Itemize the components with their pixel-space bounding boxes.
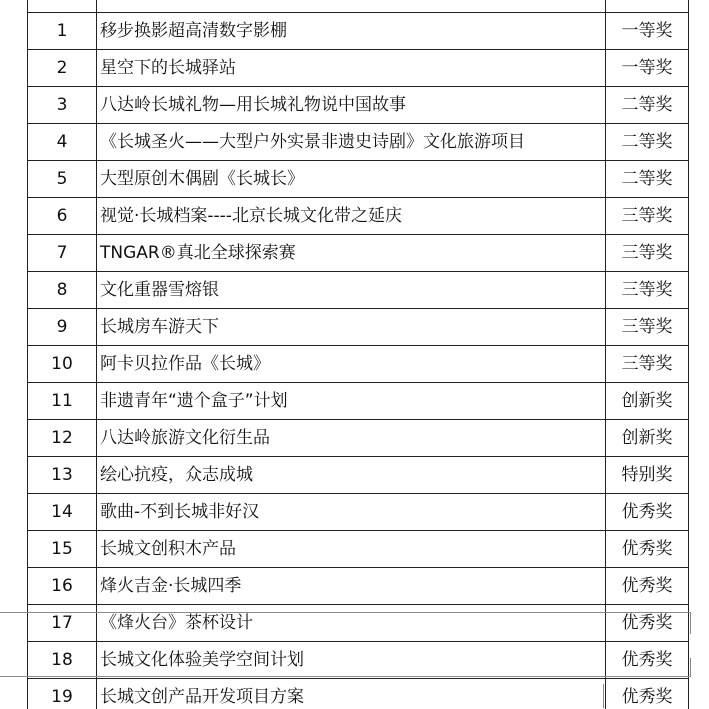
project-name-cell: 烽火吉金·长城四季 (97, 568, 606, 605)
table-row (28, 679, 689, 709)
award-level-cell: 二等奖 (606, 87, 689, 124)
award-level-cell: 优秀奖 (606, 642, 689, 679)
award-level-cell: 优秀奖 (606, 679, 689, 709)
table-row (28, 235, 689, 272)
project-name-cell: 视觉·长城档案----北京长城文化带之延庆 (97, 198, 606, 235)
table-row (28, 124, 689, 161)
row-number-cell: 3 (28, 87, 97, 124)
row-number-cell: 11 (28, 383, 97, 420)
table-row (28, 642, 689, 679)
project-name-cell: 非遗青年“遗个盒子”计划 (97, 383, 606, 420)
project-name-cell: 长城文创积木产品 (97, 531, 606, 568)
row-number-cell: 18 (28, 642, 97, 679)
project-name-cell: 八达岭长城礼物—用长城礼物说中国故事 (97, 87, 606, 124)
award-level-cell: 优秀奖 (606, 568, 689, 605)
table-row (28, 309, 689, 346)
row-number-cell: 17 (28, 605, 97, 642)
row-number-cell: 16 (28, 568, 97, 605)
table-row (28, 568, 689, 605)
page-break-line (0, 676, 691, 677)
award-level-cell: 创新奖 (606, 383, 689, 420)
award-level-cell: 三等奖 (606, 235, 689, 272)
award-level-cell: 三等奖 (606, 272, 689, 309)
table-row (28, 198, 689, 235)
project-name-cell: 长城文创产品开发项目方案 (97, 679, 606, 709)
award-level-cell: 三等奖 (606, 346, 689, 383)
project-name-cell: 绘心抗疫，众志成城 (97, 457, 606, 494)
table-row (28, 420, 689, 457)
table-row (28, 605, 689, 642)
project-name-cell: 移步换影超高清数字影棚 (97, 13, 606, 50)
project-name-cell: 阿卡贝拉作品《长城》 (97, 346, 606, 383)
table-row (28, 272, 689, 309)
award-level-cell: 创新奖 (606, 420, 689, 457)
award-table-body (28, 0, 689, 709)
table-row (28, 0, 689, 13)
award-level-cell: 二等奖 (606, 161, 689, 198)
project-name-cell: 长城文化体验美学空间计划 (97, 642, 606, 679)
row-number-cell: 12 (28, 420, 97, 457)
project-name-cell: 文化重器雪熔银 (97, 272, 606, 309)
award-level-cell: 一等奖 (606, 13, 689, 50)
award-table (27, 0, 689, 709)
award-level-cell: 优秀奖 (606, 605, 689, 642)
row-number-cell: 5 (28, 161, 97, 198)
row-number-cell: 14 (28, 494, 97, 531)
project-name-cell: 《长城圣火——大型户外实景非遗史诗剧》文化旅游项目 (97, 124, 606, 161)
row-number-cell: 4 (28, 124, 97, 161)
page-break-line (0, 612, 690, 613)
table-row (28, 87, 689, 124)
project-name-cell: 大型原创木偶剧《长城长》 (97, 161, 606, 198)
table-row (28, 346, 689, 383)
table-row (28, 383, 689, 420)
row-number-cell: 2 (28, 50, 97, 87)
page-break-line (690, 612, 691, 634)
award-level-cell (606, 0, 689, 13)
row-number-cell: 19 (28, 679, 97, 709)
table-row (28, 13, 689, 50)
row-number-cell: 7 (28, 235, 97, 272)
award-level-cell: 优秀奖 (606, 494, 689, 531)
table-row (28, 494, 689, 531)
row-number-cell: 1 (28, 13, 97, 50)
project-name-cell: 《烽火台》茶杯设计 (97, 605, 606, 642)
project-name-cell: TNGAR®真北全球探索赛 (97, 235, 606, 272)
page-break-line (690, 658, 691, 676)
award-level-cell: 特别奖 (606, 457, 689, 494)
award-level-cell: 一等奖 (606, 50, 689, 87)
row-number-cell: 9 (28, 309, 97, 346)
row-number-cell: 13 (28, 457, 97, 494)
row-number-cell: 10 (28, 346, 97, 383)
table-row (28, 50, 689, 87)
award-level-cell: 二等奖 (606, 124, 689, 161)
award-level-cell: 优秀奖 (606, 531, 689, 568)
table-row (28, 531, 689, 568)
award-level-cell: 三等奖 (606, 198, 689, 235)
table-row (28, 161, 689, 198)
award-level-cell: 三等奖 (606, 309, 689, 346)
table-row (28, 457, 689, 494)
row-number-cell: 15 (28, 531, 97, 568)
row-number-cell (28, 0, 97, 13)
row-number-cell: 6 (28, 198, 97, 235)
project-name-cell: 八达岭旅游文化衍生品 (97, 420, 606, 457)
project-name-cell: 歌曲-不到长城非好汉 (97, 494, 606, 531)
row-number-cell: 8 (28, 272, 97, 309)
project-name-cell: 长城房车游天下 (97, 309, 606, 346)
page-break-line (603, 684, 604, 708)
project-name-cell: 星空下的长城驿站 (97, 50, 606, 87)
project-name-cell (97, 0, 606, 13)
